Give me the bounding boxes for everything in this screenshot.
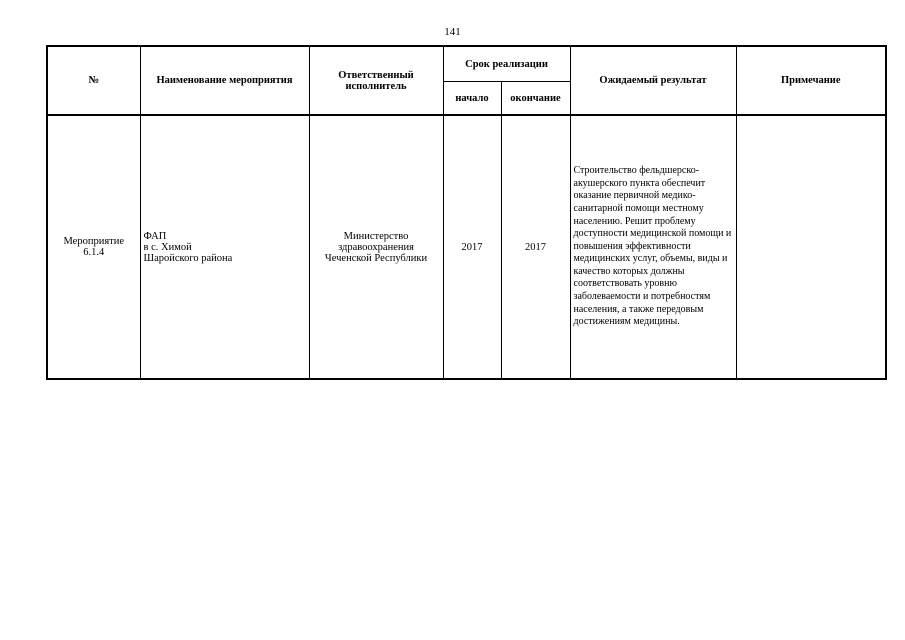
executor-line: Чеченской Республики xyxy=(324,252,428,264)
header-end: окончание xyxy=(501,82,570,116)
activity-name-line: ФАП xyxy=(143,230,167,242)
activity-name-line: в с. Химой xyxy=(143,241,192,253)
header-expected-result: Ожидаемый результат xyxy=(570,46,736,115)
activities-table xyxy=(46,45,887,380)
header-executor: Ответственный исполнитель xyxy=(309,46,443,115)
cell-start-year: 2017 xyxy=(443,115,501,379)
executor-line: Министерство xyxy=(343,230,409,242)
header-number: № xyxy=(47,46,140,115)
header-activity-name: Наименование мероприятия xyxy=(140,46,309,115)
activity-name-line: Шаройского района xyxy=(143,252,233,264)
header-start: начало xyxy=(443,82,501,116)
executor-line: здравоохранения xyxy=(338,241,414,253)
cell-number xyxy=(47,115,140,379)
cell-executor xyxy=(309,115,443,379)
activity-number-label: Мероприятие xyxy=(63,236,125,247)
header-period: Срок реализации xyxy=(443,46,570,82)
header-note: Примечание xyxy=(736,46,886,115)
cell-note xyxy=(736,115,886,379)
cell-end-year: 2017 xyxy=(501,115,570,379)
cell-expected-result: Строительство фельдшерско-акушерского пункта обеспечит оказание первичной медико-санитарной помощи местному населению. Решит проблему доступности медицинской помощи и повышения эффективности медицинских услуг, объемы, виды и качество которых должны соответствовать уровню заболеваемости и потребностям населения, а также передовым достижениям медицины. xyxy=(570,115,736,379)
activity-number-code: 6.1.4 xyxy=(83,247,105,258)
page-number: 141 xyxy=(444,26,461,38)
cell-activity-name xyxy=(140,115,309,379)
table-row xyxy=(47,115,886,379)
